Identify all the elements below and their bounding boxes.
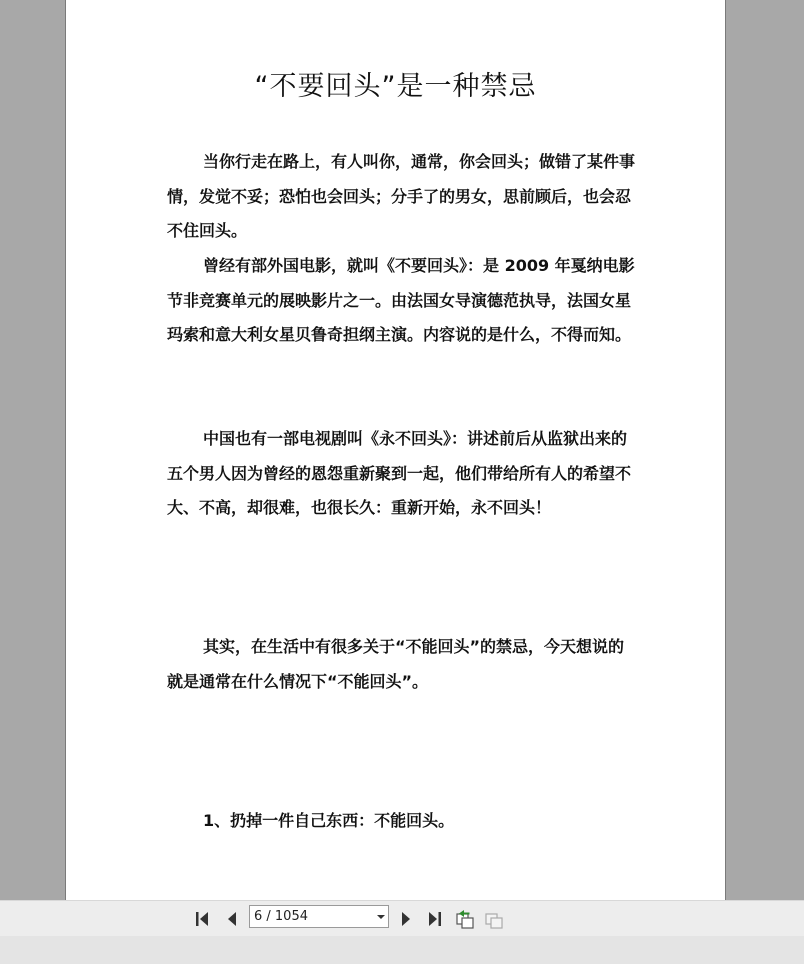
previous-view-button[interactable]	[455, 909, 475, 929]
paragraph: 曾经有部外国电影，就叫《不要回头》：是 2009 年戛纳电影节非竞赛单元的展映影片之一。由法国女导演德范执导，法国女星玛索和意大利女星贝鲁奇担纲主演。内容说的是什么，不得而知。	[167, 256, 635, 345]
paragraph: 当你行走在路上，有人叫你，通常，你会回头；做错了某件事情，发觉不妥；恐怕也会回头；分手了的男女，思前顾后，也会忍不住回头。	[167, 152, 636, 241]
navigation-toolbar	[0, 900, 804, 937]
page-indicator: 6 / 1054	[254, 909, 308, 924]
document-page	[65, 0, 726, 900]
page-number-selector[interactable]	[249, 905, 389, 928]
first-page-button[interactable]	[193, 909, 213, 929]
next-view-icon	[484, 909, 504, 929]
status-bar	[0, 936, 804, 964]
first-page-icon	[193, 909, 213, 929]
previous-page-button[interactable]	[222, 909, 242, 929]
chevron-down-icon	[377, 915, 385, 919]
previous-page-icon	[222, 909, 242, 929]
page-title: “不要回头”是一种禁忌	[254, 71, 537, 102]
next-page-button[interactable]	[396, 909, 416, 929]
previous-view-icon	[455, 909, 475, 929]
next-page-icon	[396, 909, 416, 929]
list-heading: 1、扔掉一件自己东西：不能回头。	[203, 811, 455, 830]
paragraph: 中国也有一部电视剧叫《永不回头》：讲述前后从监狱出来的五个男人因为曾经的恩怨重新聚到一起，他们带给所有人的希望不大、不高，却很难，也很长久：重新开始，永不回头！	[167, 429, 632, 518]
last-page-button[interactable]	[424, 909, 444, 929]
paragraph: 其实，在生活中有很多关于“不能回头”的禁忌，今天想说的就是通常在什么情况下“不能回头”。	[167, 637, 625, 691]
next-view-button[interactable]	[484, 909, 504, 929]
last-page-icon	[424, 909, 444, 929]
